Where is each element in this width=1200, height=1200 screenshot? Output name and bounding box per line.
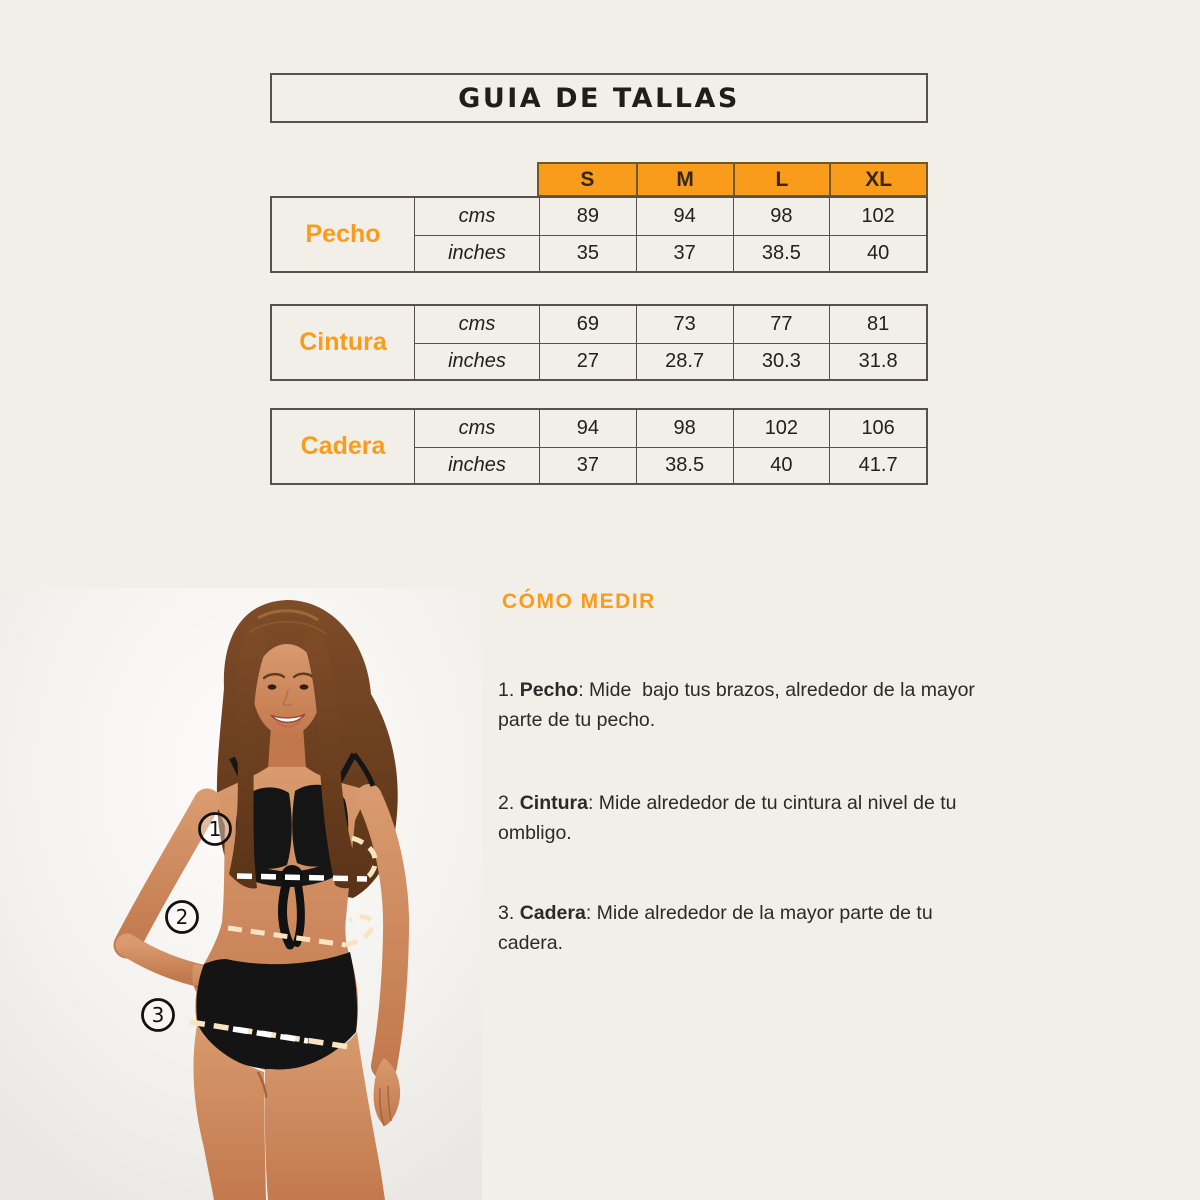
table-cell: 94 [539,410,636,447]
item-text: : Mide alrededor de la mayor parte de tu cadera. [498,902,939,954]
item-text: : Mide alrededor de tu cintura al nivel de tu ombligo. [498,792,962,844]
table-cell: 27 [539,343,636,380]
item-text: : Mide bajo tus brazos, alrededor de la mayor parte de tu pecho. [498,679,981,731]
table-cell: 38.5 [636,447,733,484]
how-to-measure-item-cadera [498,899,1000,958]
size-col-xl: XL [829,164,926,195]
table-cell: 28.7 [636,343,733,380]
how-to-measure-item-cintura [498,789,1000,848]
table-cell: 102 [829,198,926,235]
unit-label: inches [414,343,539,380]
model-photo [0,588,482,1200]
how-to-measure-heading: CÓMO MEDIR [502,590,656,613]
unit-label: cms [414,306,539,343]
marker-number-2: 2 [175,905,189,929]
title-box [270,73,928,123]
table-cell: 106 [829,410,926,447]
page-title: GUIA DE TALLAS [458,82,740,114]
bikini-tie-tail [297,885,301,943]
table-cell: 81 [829,306,926,343]
item-number: 2. [498,792,515,814]
table-cell: 40 [829,235,926,272]
item-number: 1. [498,679,515,701]
table-cell: 30.3 [733,343,830,380]
unit-label: cms [414,198,539,235]
row-label-cadera: Cadera [300,432,386,460]
table-pecho [270,196,928,273]
size-header-row [537,162,928,197]
size-col-l: L [733,164,830,195]
table-cell: 40 [733,447,830,484]
row-label-cintura: Cintura [299,328,387,356]
table-cell: 37 [636,235,733,272]
table-cell: 73 [636,306,733,343]
item-term: Cintura [519,792,588,814]
table-cell: 89 [539,198,636,235]
row-label-pecho: Pecho [305,220,381,248]
how-to-measure-item-pecho [498,676,1000,735]
table-cell: 77 [733,306,830,343]
marker-number-1: 1 [208,817,222,841]
left-eye [268,684,277,689]
table-cell: 102 [733,410,830,447]
table-cell: 35 [539,235,636,272]
unit-label: cms [414,410,539,447]
table-cell: 37 [539,447,636,484]
unit-label: inches [414,447,539,484]
table-cintura [270,304,928,381]
item-number: 3. [498,902,515,924]
item-term: Pecho [519,679,579,701]
unit-label: inches [414,235,539,272]
table-cell: 38.5 [733,235,830,272]
table-cadera [270,408,928,485]
table-cell: 98 [733,198,830,235]
item-term: Cadera [519,902,586,924]
model-photo-illustration [0,588,482,1200]
table-cell: 94 [636,198,733,235]
table-cell: 31.8 [829,343,926,380]
right-eye [300,684,309,689]
size-col-m: M [636,164,733,195]
size-col-s: S [580,167,595,191]
table-cell: 69 [539,306,636,343]
table-cell: 98 [636,410,733,447]
marker-number-3: 3 [151,1003,165,1027]
table-cell: 41.7 [829,447,926,484]
